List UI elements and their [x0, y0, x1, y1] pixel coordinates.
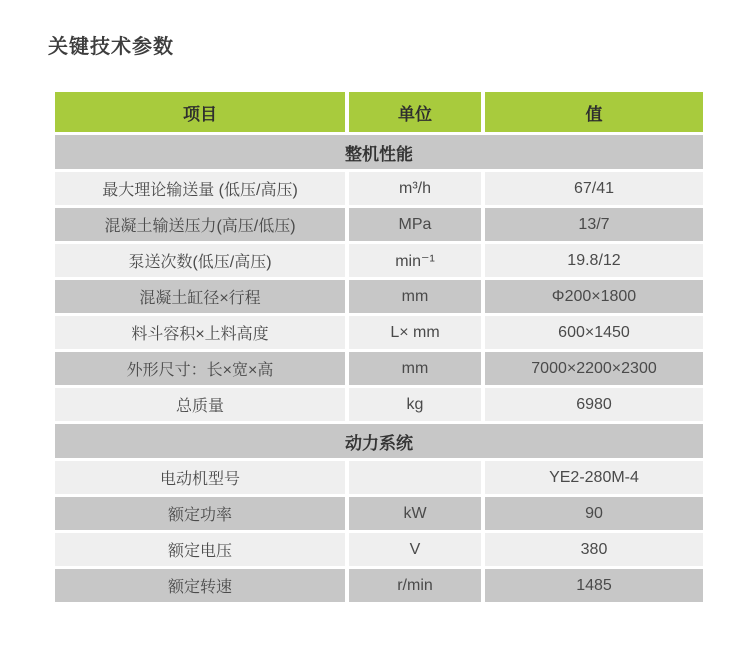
row-unit: mm	[349, 280, 481, 313]
row-value: 380	[485, 533, 703, 566]
table-row	[55, 533, 703, 566]
table-header-row	[55, 92, 703, 132]
row-unit: V	[349, 533, 481, 566]
row-value: 6980	[485, 388, 703, 421]
column-header-value: 值	[485, 92, 703, 132]
row-value: Φ200×1800	[485, 280, 703, 313]
row-unit: MPa	[349, 208, 481, 241]
row-item-label: 外形尺寸：长×宽×高	[55, 352, 345, 385]
column-header-unit: 单位	[349, 92, 481, 132]
table-row	[55, 497, 703, 530]
table-row	[55, 172, 703, 205]
section-header-machine-performance: 整机性能	[55, 135, 703, 169]
row-unit: mm	[349, 352, 481, 385]
spec-table	[55, 92, 703, 602]
row-item-label: 额定转速	[55, 569, 345, 602]
row-value: 1485	[485, 569, 703, 602]
row-unit: kW	[349, 497, 481, 530]
table-row	[55, 316, 703, 349]
row-value: 7000×2200×2300	[485, 352, 703, 385]
table-row	[55, 208, 703, 241]
table-row	[55, 461, 703, 494]
row-value: 67/41	[485, 172, 703, 205]
page-title: 关键技术参数	[48, 36, 174, 58]
row-item-label: 额定功率	[55, 497, 345, 530]
row-unit: L× mm	[349, 316, 481, 349]
row-value: 600×1450	[485, 316, 703, 349]
table-row	[55, 244, 703, 277]
row-item-label: 总质量	[55, 388, 345, 421]
row-value: 90	[485, 497, 703, 530]
row-value: 13/7	[485, 208, 703, 241]
row-item-label: 额定电压	[55, 533, 345, 566]
row-item-label: 电动机型号	[55, 461, 345, 494]
row-unit	[349, 461, 481, 494]
row-value: YE2-280M-4	[485, 461, 703, 494]
table-row	[55, 280, 703, 313]
row-value: 19.8/12	[485, 244, 703, 277]
row-unit: kg	[349, 388, 481, 421]
row-unit: m³/h	[349, 172, 481, 205]
table-row	[55, 569, 703, 602]
row-item-label: 料斗容积×上料高度	[55, 316, 345, 349]
section-header-power-system: 动力系统	[55, 424, 703, 458]
column-header-item: 项目	[55, 92, 345, 132]
row-item-label: 混凝土缸径×行程	[55, 280, 345, 313]
row-item-label: 混凝土输送压力(高压/低压)	[55, 208, 345, 241]
table-row	[55, 352, 703, 385]
row-item-label: 泵送次数(低压/高压)	[55, 244, 345, 277]
row-unit: min⁻¹	[349, 244, 481, 277]
row-unit: r/min	[349, 569, 481, 602]
table-row	[55, 388, 703, 421]
row-item-label: 最大理论输送量 (低压/高压)	[55, 172, 345, 205]
